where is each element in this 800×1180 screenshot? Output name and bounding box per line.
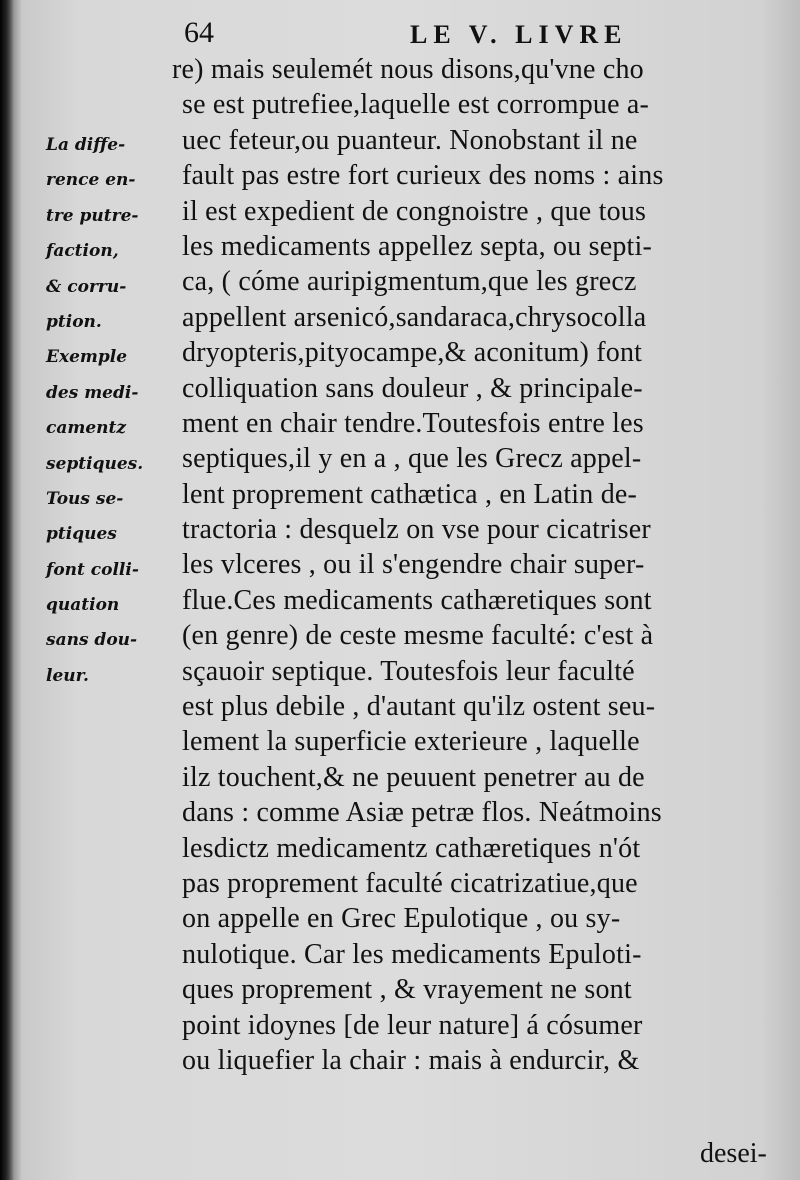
page-header: [180, 16, 650, 50]
margin-note-line: tre putre-: [46, 205, 139, 226]
text-line: nulotique. Car les medicaments Epuloti-: [182, 938, 642, 970]
margin-note-line: ptiques: [46, 524, 117, 545]
text-line: point idoynes [de leur nature] á cósumer: [182, 1009, 643, 1041]
text-line: ilz touchent,& ne peuuent penetrer au de: [182, 761, 645, 793]
text-line: appellent arsenicó,sandaraca,chrysocolla: [182, 301, 647, 333]
margin-note-line: septiques.: [46, 453, 144, 474]
text-line: colliquation sans douleur , & principale-: [182, 372, 643, 404]
text-line: ques proprement , & vrayement ne sont: [182, 974, 632, 1006]
text-line: tractoria : desquelz on vse pour cicatriser: [182, 514, 651, 546]
body-text: [172, 52, 782, 1078]
text-line: on appelle en Grec Epulotique , ou sy-: [182, 903, 621, 935]
text-line: uec feteur,ou puanteur. Nonobstant il ne: [182, 124, 638, 156]
text-line: fault pas estre fort curieux des noms : ains: [182, 160, 664, 192]
page-number: 64: [184, 16, 214, 49]
text-line: ou liquefier la chair : mais à endurcir, &: [182, 1044, 640, 1076]
text-line: (en genre) de ceste mesme faculté: c'est à: [182, 620, 654, 652]
text-line: dans : comme Asiæ petræ flos. Neátmoins: [182, 797, 662, 829]
text-line: ment en chair tendre.Toutesfois entre les: [182, 407, 644, 439]
text-line: lement la superficie exterieure , laquelle: [182, 726, 640, 758]
margin-note-line: Exemple: [46, 347, 128, 368]
margin-note-line: quation: [46, 595, 120, 616]
margin-note-line: faction,: [46, 241, 119, 262]
margin-note-line: font colli-: [46, 559, 139, 580]
margin-note-line: leur.: [46, 665, 89, 686]
text-line: dryopteris,pityocampe,& aconitum) font: [182, 337, 643, 369]
text-line: lent proprement cathætica , en Latin de-: [182, 478, 638, 510]
margin-notes: [46, 128, 178, 694]
running-title: LE V. LIVRE: [410, 20, 628, 49]
text-line: les vlceres , ou il s'engendre chair super-: [182, 549, 645, 581]
margin-note-line: La diffe-: [46, 135, 126, 155]
text-line: pas proprement faculté cicatrizatiue,que: [182, 867, 638, 899]
catchword: desei-: [700, 1138, 767, 1169]
text-line: flue.Ces medicaments cathæretiques sont: [182, 584, 652, 616]
text-line: lesdictz medicamentz cathæretiques n'ót: [182, 832, 641, 864]
text-line: septiques,il y en a , que les Grecz appel-: [182, 443, 642, 475]
margin-note-line: des medi-: [46, 382, 139, 403]
text-line: sçauoir septique. Toutesfois leur faculté: [182, 655, 635, 687]
margin-note-line: camentz: [46, 418, 127, 439]
binding-gutter: [0, 0, 14, 1180]
text-line: il est expedient de congnoistre , que tous: [182, 195, 647, 227]
margin-note-line: ption.: [46, 311, 102, 332]
text-line: est plus debile , d'autant qu'ilz ostent seu-: [182, 691, 656, 723]
text-line: re) mais seulemét nous disons,qu'vne cho: [172, 54, 644, 85]
margin-note-line: & corru-: [46, 276, 127, 297]
text-line: ca, ( cóme auripigmentum,que les grecz: [182, 266, 637, 298]
margin-note-line: rence en-: [46, 170, 136, 191]
margin-note-line: Tous se-: [46, 488, 124, 509]
text-line: les medicaments appellez septa, ou septi-: [182, 230, 653, 262]
margin-note-line: sans dou-: [46, 630, 138, 651]
text-line: se est putrefiee,laquelle est corrompue a-: [182, 89, 650, 121]
